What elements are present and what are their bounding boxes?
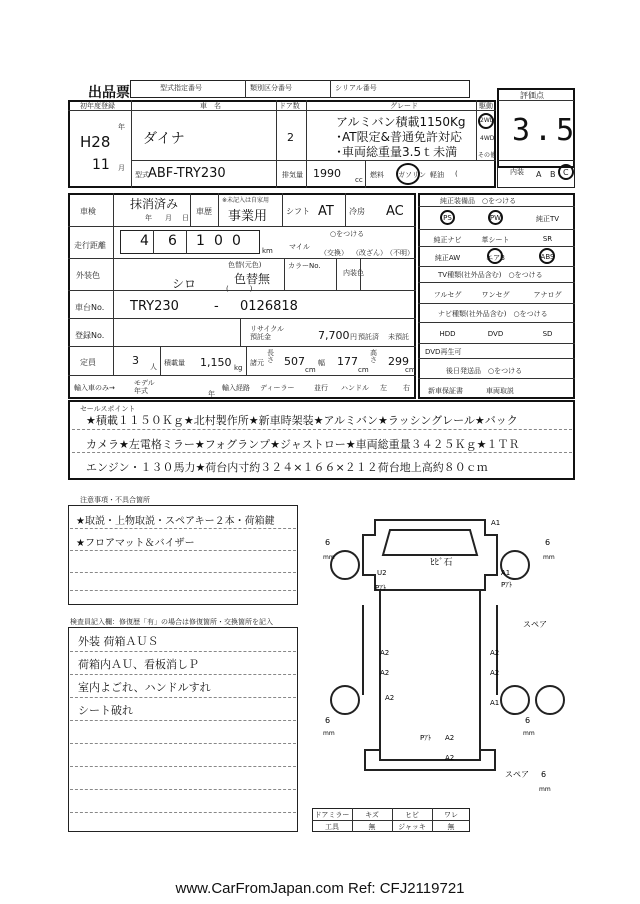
fuel-diesel: 軽油: [430, 171, 444, 179]
inspection-day: 日: [182, 214, 189, 222]
navi-hdd: HDD: [439, 330, 456, 338]
inspection-label: 車検: [80, 207, 96, 216]
divider: [246, 346, 247, 375]
divider: [68, 290, 416, 291]
tv-analog: アナログ: [533, 291, 562, 299]
import-label: 輸入車のみ→: [74, 384, 115, 392]
page-title: 出品票: [88, 85, 130, 101]
divider: [70, 743, 296, 744]
height-label: 高さ: [370, 349, 377, 364]
divider: [284, 258, 285, 290]
door-count: 2: [287, 131, 294, 144]
length-label: 長さ: [267, 349, 274, 364]
tire-rr-depth: 6: [525, 716, 531, 725]
spare-depth: 6: [541, 770, 547, 779]
divider: [418, 282, 575, 283]
displacement-unit: cc: [355, 176, 363, 184]
inspector-line-2: 荷箱内ＡＵ、看板消しＰ: [78, 658, 199, 671]
score-label: 評価点: [520, 91, 544, 100]
later-title: 後日発送品 ○をつける: [446, 367, 523, 375]
interior-b: B: [550, 170, 556, 179]
divider: [330, 80, 331, 98]
chassis-number: 0126818: [240, 299, 298, 314]
diagram-hibi-ishi: ﾋﾋﾞ石: [430, 558, 453, 568]
equip-sr: SR: [542, 235, 553, 243]
divider: [360, 258, 361, 290]
mirror-value-2: 無: [368, 823, 376, 831]
shift-label: シフト: [286, 207, 310, 216]
inspection-value: 抹消済み: [130, 197, 179, 211]
body-type-value: 事業用: [228, 209, 268, 224]
first-reg-label: 初年度登録: [80, 102, 115, 110]
mileage-digit-1: 4: [140, 233, 149, 249]
body-type-label: 車歴: [196, 207, 212, 216]
divider: [282, 193, 283, 226]
load-value: 1,150: [200, 356, 232, 369]
vehicle-damage-diagram: [305, 495, 575, 805]
length-value: 507: [284, 355, 305, 368]
interior-color-label: 内装色: [343, 269, 364, 277]
notes-label: 注意事項・不具合箇所: [80, 496, 150, 504]
original-color-label: 色替(元色): [228, 261, 262, 269]
divider: [72, 452, 572, 453]
fuel-gas: ガソリン: [398, 171, 426, 179]
mileage-digit-3: 1: [196, 233, 205, 249]
score-value: 3.5: [512, 113, 579, 148]
drive-4wd: 4WD: [480, 135, 495, 142]
interior-c: C: [563, 168, 569, 177]
mirror-header-4: ワレ: [444, 811, 458, 819]
width-value: 177: [337, 355, 358, 368]
interior-label: 内装: [510, 168, 524, 176]
inspector-line-4: シート破れ: [78, 704, 133, 717]
inspection-year: 年: [145, 214, 152, 222]
diagram-mark-4: Pｱﾄ: [375, 584, 387, 592]
divider: [345, 193, 346, 226]
equipment-title: 純正装備品 ○をつける: [440, 197, 517, 205]
divider: [312, 820, 470, 821]
divider: [68, 346, 416, 347]
year-unit: 年: [118, 123, 125, 131]
import-parallel: 並行: [314, 384, 328, 392]
mirror-value-1: 工具: [325, 823, 339, 831]
recycle-unpaid: 未預託: [388, 333, 409, 341]
grade-line-3: ･車両総重量3.5ｔ未満: [336, 145, 458, 159]
car-name-label: 車 名: [200, 102, 221, 110]
divider: [68, 318, 416, 319]
car-name: ダイナ: [143, 131, 185, 147]
divider: [418, 322, 575, 323]
divider: [418, 206, 575, 207]
doors-label: ドア数: [279, 102, 300, 110]
divider: [186, 230, 187, 254]
mileage-digit-4: 0: [214, 233, 223, 249]
equip-leather: 革シート: [481, 236, 510, 244]
displacement-label: 排気量: [282, 171, 303, 179]
divider: [113, 193, 114, 375]
tv-fullseg: フルセグ: [433, 291, 462, 299]
tire-rl-depth: 6: [325, 716, 331, 725]
divider: [240, 318, 241, 346]
mirror-header-3: ヒビ: [405, 811, 419, 819]
mirror-value-3: ジャッキ: [398, 823, 426, 831]
divider: [336, 258, 337, 290]
divider: [218, 193, 219, 226]
later-warranty: 新車保証書: [428, 387, 463, 395]
grade-line-1: アルミバン積載1150Kg: [336, 115, 466, 129]
diagram-mark-12: A2: [445, 754, 455, 762]
serial-label: シリアル番号: [335, 84, 377, 92]
category-label: 類別区分番号: [250, 84, 292, 92]
recycle-unit: 円: [350, 333, 357, 341]
mileage-note: ○をつける: [330, 230, 365, 238]
equip-ps: PS: [443, 214, 452, 222]
equip-abs: ABS: [540, 253, 555, 261]
navi-title: ナビ種類(社外品含む) ○をつける: [438, 310, 548, 318]
divider: [418, 229, 575, 230]
divider: [306, 100, 307, 160]
equip-pw: PW: [489, 214, 502, 222]
tire-rr-unit: mm: [523, 730, 535, 737]
sales-line-3: エンジン・１３０馬力★荷台内寸約３２４×１６６×２１２荷台地上高約８０ｃｍ: [86, 461, 488, 474]
capacity-value: 3: [132, 354, 139, 367]
divider: [276, 100, 277, 188]
diagram-mark-7: A2: [490, 649, 500, 657]
tire-fl-depth: 6: [325, 538, 331, 547]
divider: [418, 378, 575, 379]
sales-label: セールスポイント: [80, 405, 136, 413]
divider: [70, 590, 296, 591]
mileage-label: 走行距離: [74, 241, 106, 250]
mileage-unknown: （不明）: [386, 249, 414, 257]
ac-label: 冷房: [349, 207, 365, 216]
divider: [72, 429, 572, 430]
divider: [70, 528, 296, 529]
load-label: 積載量: [164, 359, 185, 367]
drive-label: 駆動: [479, 102, 493, 110]
divider: [476, 100, 477, 160]
diagram-mark-6: A2: [380, 649, 390, 657]
mileage-swap: （交換）: [320, 249, 348, 257]
divider: [68, 375, 416, 376]
equip-aw: 純正AW: [434, 254, 461, 262]
divider: [160, 346, 161, 375]
divider: [498, 100, 574, 101]
divider: [70, 651, 296, 652]
divider: [418, 358, 575, 359]
handle-left: 左: [380, 384, 387, 392]
interior-a: A: [536, 170, 542, 179]
notes-line-1: ★取説・上物取説・スペアキー２本・荷箱鍵: [76, 516, 275, 527]
dim-label: 諸元: [250, 359, 264, 367]
capacity-label: 定員: [80, 358, 96, 367]
inspector-label: 検査員記入欄：修復歴「有」の場合は修復箇所・交換箇所を記入: [70, 618, 273, 626]
mileage-digit-5: 0: [232, 233, 241, 249]
tv-title: TV種類(社外品含む) ○をつける: [438, 271, 543, 279]
inspection-month: 月: [165, 214, 172, 222]
tv-oneseg: ワンセグ: [481, 291, 510, 299]
tire-fr-depth: 6: [545, 538, 551, 547]
chassis-prefix: TRY230: [130, 299, 179, 314]
original-color-value: 色替無: [234, 272, 271, 286]
diagram-mark-14: A1: [490, 699, 500, 707]
ac-value: AC: [386, 204, 404, 219]
height-value: 299: [388, 355, 409, 368]
divider: [418, 246, 575, 247]
displacement-value: 1990: [313, 167, 341, 180]
inspector-line-3: 室内よごれ、ハンドルすれ: [78, 681, 211, 694]
divider: [70, 812, 296, 813]
width-label: 幅: [318, 359, 325, 367]
model-label: 型式: [135, 171, 149, 179]
diagram-mark-8: A2: [380, 669, 390, 677]
diagram-mark-9: A2: [490, 669, 500, 677]
diagram-mark-13: A2: [385, 694, 395, 702]
diagram-mark-11: A2: [445, 734, 455, 742]
handle-right: 右: [403, 384, 410, 392]
divider: [70, 550, 296, 551]
chassis-label: 車台No.: [75, 303, 105, 312]
fuel-label: 燃料: [370, 171, 384, 179]
handle-label: ハンドル: [341, 384, 369, 392]
model-year-unit: 年: [208, 390, 215, 398]
tire-fr-unit: mm: [543, 554, 555, 561]
model-value: ABF-TRY230: [148, 166, 226, 181]
equip-airbag: エアB: [486, 254, 505, 262]
navi-sd: SD: [542, 330, 553, 338]
footer-watermark: www.CarFromJapan.com Ref: CFJ2119721: [175, 880, 465, 897]
divider: [131, 160, 496, 161]
diagram-mark-5: Pｱﾄ: [501, 581, 513, 589]
divider: [153, 230, 154, 254]
chassis-dash: -: [214, 299, 219, 314]
color-label: 外装色: [76, 271, 100, 280]
diagram-mark-1: A1: [491, 519, 501, 527]
mileage-rollback: （改ざん）: [352, 249, 387, 257]
divider: [68, 226, 416, 227]
divider: [418, 303, 575, 304]
dvd-playback: DVD再生可: [425, 348, 462, 356]
drive-2wd: 2WD: [480, 117, 495, 124]
mirror-header-1: ドアミラー: [314, 811, 350, 819]
import-dealer: ディーラー: [260, 384, 295, 392]
navi-dvd: DVD: [487, 330, 504, 338]
color-value: シロ: [172, 277, 197, 291]
sales-line-2: カメラ★左電格ミラー★フォグランプ★ジャストロー★車両総重量３４２５Ｋｇ★１ＴＲ: [86, 438, 520, 451]
spare-label-2: スペア: [505, 770, 529, 779]
spare-unit: mm: [539, 786, 551, 793]
divider: [306, 160, 307, 188]
reg-year: H28: [80, 133, 111, 151]
divider: [131, 100, 132, 188]
reg-month: 11: [92, 157, 110, 173]
model-designation-label: 型式指定番号: [160, 84, 202, 92]
month-unit: 月: [118, 164, 125, 172]
mirror-header-2: キズ: [365, 811, 379, 819]
recycle-label: リサイクル預託金: [250, 325, 285, 341]
original-color-paren: ( ): [226, 285, 253, 293]
divider: [68, 258, 416, 259]
divider: [70, 789, 296, 790]
mileage-mile: マイル: [289, 243, 310, 251]
divider: [418, 343, 575, 344]
divider: [190, 193, 191, 226]
width-unit: cm: [358, 366, 369, 374]
spare-label-1: スペア: [523, 620, 547, 629]
capacity-unit: 人: [150, 363, 157, 371]
divider: [70, 572, 296, 573]
drive-other: その他: [478, 152, 497, 159]
paren: (: [455, 170, 458, 178]
tire-rl-unit: mm: [323, 730, 335, 737]
equip-tv: 純正TV: [535, 215, 560, 223]
reg-label: 登録No.: [75, 331, 105, 340]
divider: [70, 674, 296, 675]
shift-value: AT: [318, 204, 334, 219]
tire-fl-unit: mm: [323, 554, 335, 561]
sales-line-1: ★積載１１５０Ｋｇ★北村製作所★新車時架装★アルミバン★ラッシングレール★バック: [86, 414, 518, 427]
inspector-line-1: 外装 荷箱ＡＵＳ: [78, 635, 159, 648]
color-no-label: カラーNo.: [288, 262, 321, 270]
later-manual: 車両取説: [486, 387, 514, 395]
mileage-unit: km: [262, 247, 273, 255]
import-history-label: 輸入経路: [222, 384, 250, 392]
length-unit: cm: [305, 366, 316, 374]
diagram-mark-2: A1: [501, 569, 511, 577]
height-unit: cm: [405, 366, 416, 374]
diagram-mark-10: Pｱﾄ: [420, 734, 432, 742]
divider: [70, 697, 296, 698]
divider: [418, 266, 575, 267]
recycle-paid: 預託済: [358, 333, 379, 341]
model-year-label: モデル年式: [134, 379, 155, 395]
diagram-mark-3: U2: [377, 569, 387, 577]
divider: [70, 720, 296, 721]
body-type-note: ※未記入は自家用: [222, 197, 270, 204]
recycle-value: 7,700: [318, 329, 350, 342]
mileage-digit-2: 6: [168, 233, 177, 249]
divider: [245, 80, 246, 98]
equip-navi: 純正ナビ: [433, 236, 462, 244]
load-unit: kg: [234, 364, 243, 372]
grade-label: グレード: [390, 102, 418, 110]
mirror-value-4: 無: [447, 823, 455, 831]
divider: [365, 160, 366, 188]
grade-line-2: ･AT限定&普通免許対応: [336, 130, 462, 144]
notes-line-2: ★フロアマット＆バイザー: [76, 538, 195, 549]
divider: [70, 766, 296, 767]
